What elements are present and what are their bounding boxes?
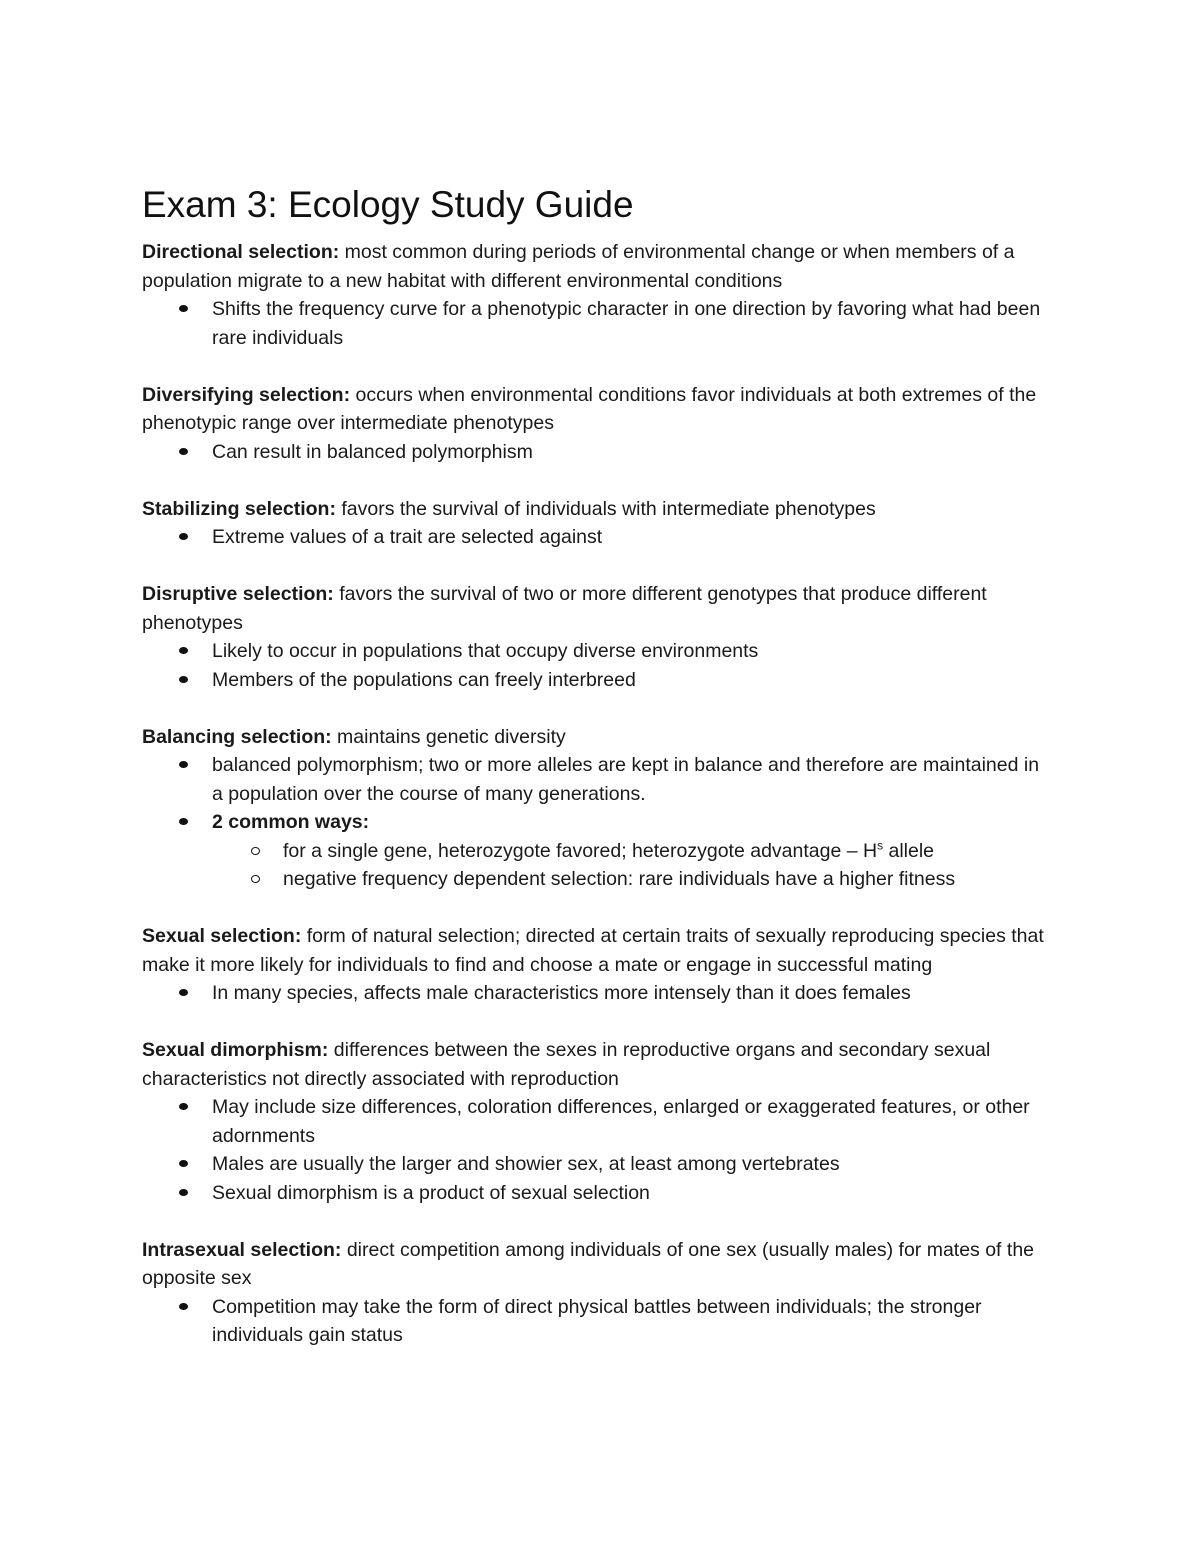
section-stabilizing-selection bbox=[142, 495, 1052, 552]
list-item: Competition may take the form of direct physical battles between individuals; the stronger individuals gain status bbox=[142, 1293, 1052, 1350]
definition-paragraph bbox=[142, 922, 1052, 979]
section-disruptive-selection bbox=[142, 580, 1052, 694]
definition-paragraph bbox=[142, 580, 1052, 637]
term-label: Stabilizing selection: bbox=[142, 497, 336, 520]
list-item: In many species, affects male characteristics more intensely than it does females bbox=[142, 979, 1052, 1008]
term-label: Sexual dimorphism: bbox=[142, 1039, 329, 1061]
bullet-list bbox=[142, 438, 1052, 467]
document-title: Exam 3: Ecology Study Guide bbox=[142, 184, 634, 225]
sub-list-item-text: for a single gene, heterozygote favored; heterozygote advantage – H bbox=[283, 839, 878, 862]
definition-paragraph bbox=[142, 1236, 1052, 1293]
section-sexual-selection bbox=[142, 922, 1052, 1008]
definition-text: favors the survival of two or more different genotypes that produce different phenotypes bbox=[142, 583, 987, 634]
term-label: Directional selection: bbox=[142, 241, 340, 263]
definition-text: occurs when environmental conditions favor individuals at both extremes of the phenotypic range over intermediate phenotypes bbox=[142, 383, 1037, 434]
list-item: Extreme values of a trait are selected against bbox=[142, 523, 1052, 552]
definition-text: most common during periods of environmental change or when members of a population migrate to a new habitat with different environmental conditions bbox=[142, 241, 1015, 292]
sub-bullet-list bbox=[212, 837, 1052, 894]
term-label: Intrasexual selection: bbox=[142, 1238, 342, 1261]
definition-text: direct competition among individuals of one sex (usually males) for mates of the opposite sex bbox=[142, 1238, 1035, 1289]
definition-paragraph bbox=[142, 495, 1052, 524]
sub-list-item: negative frequency dependent selection: rare individuals have a higher fitness bbox=[142, 865, 1052, 894]
section-balancing-selection bbox=[142, 723, 1052, 894]
list-item: May include size differences, coloration differences, enlarged or exaggerated features, or other adornments bbox=[142, 1093, 1052, 1150]
section-sexual-dimorphism bbox=[142, 1036, 1052, 1207]
term-label: Balancing selection: bbox=[142, 725, 332, 748]
definition-text: favors the survival of individuals with intermediate phenotypes bbox=[335, 497, 876, 520]
list-item: Members of the populations can freely interbreed bbox=[142, 666, 1052, 695]
bullet-list bbox=[142, 1093, 1052, 1207]
definition-paragraph bbox=[142, 1036, 1052, 1093]
definition-text: maintains genetic diversity bbox=[331, 725, 566, 748]
bullet-list bbox=[142, 637, 1052, 694]
superscript: s bbox=[877, 838, 884, 852]
definition-paragraph bbox=[142, 723, 1052, 752]
document-page bbox=[142, 180, 1052, 1378]
bullet-list bbox=[142, 1293, 1052, 1350]
term-label: Disruptive selection: bbox=[142, 583, 334, 605]
sub-list-item bbox=[142, 837, 1052, 866]
definition-text: form of natural selection; directed at certain traits of sexually reproducing species that make it more likely for individuals to find and choose a mate or engage in successful mating bbox=[142, 925, 1044, 976]
definition-text: differences between the sexes in reproductive organs and secondary sexual characteristics not directly associated with reproduction bbox=[142, 1039, 991, 1090]
term-label: Sexual selection: bbox=[142, 925, 302, 947]
bullet-list bbox=[142, 979, 1052, 1008]
definition-paragraph bbox=[142, 238, 1052, 295]
definition-paragraph bbox=[142, 381, 1052, 438]
list-item-label: 2 common ways: bbox=[212, 811, 370, 833]
list-item: Sexual dimorphism is a product of sexual selection bbox=[142, 1179, 1052, 1208]
section-intrasexual-selection bbox=[142, 1236, 1052, 1350]
list-item: Can result in balanced polymorphism bbox=[142, 438, 1052, 467]
list-item: balanced polymorphism; two or more alleles are kept in balance and therefore are maintained in a population over the course of many generations. bbox=[142, 751, 1052, 808]
section-diversifying-selection bbox=[142, 381, 1052, 467]
bullet-list bbox=[142, 295, 1052, 352]
term-label: Diversifying selection: bbox=[142, 383, 351, 406]
list-item: Likely to occur in populations that occupy diverse environments bbox=[142, 637, 1052, 666]
sub-list-item-suffix: allele bbox=[883, 839, 935, 862]
list-item: Shifts the frequency curve for a phenotypic character in one direction by favoring what had been rare individuals bbox=[142, 295, 1052, 352]
list-item bbox=[142, 808, 1052, 894]
list-item: Males are usually the larger and showier sex, at least among vertebrates bbox=[142, 1150, 1052, 1179]
bullet-list bbox=[142, 751, 1052, 894]
section-directional-selection bbox=[142, 238, 1052, 352]
bullet-list bbox=[142, 523, 1052, 552]
